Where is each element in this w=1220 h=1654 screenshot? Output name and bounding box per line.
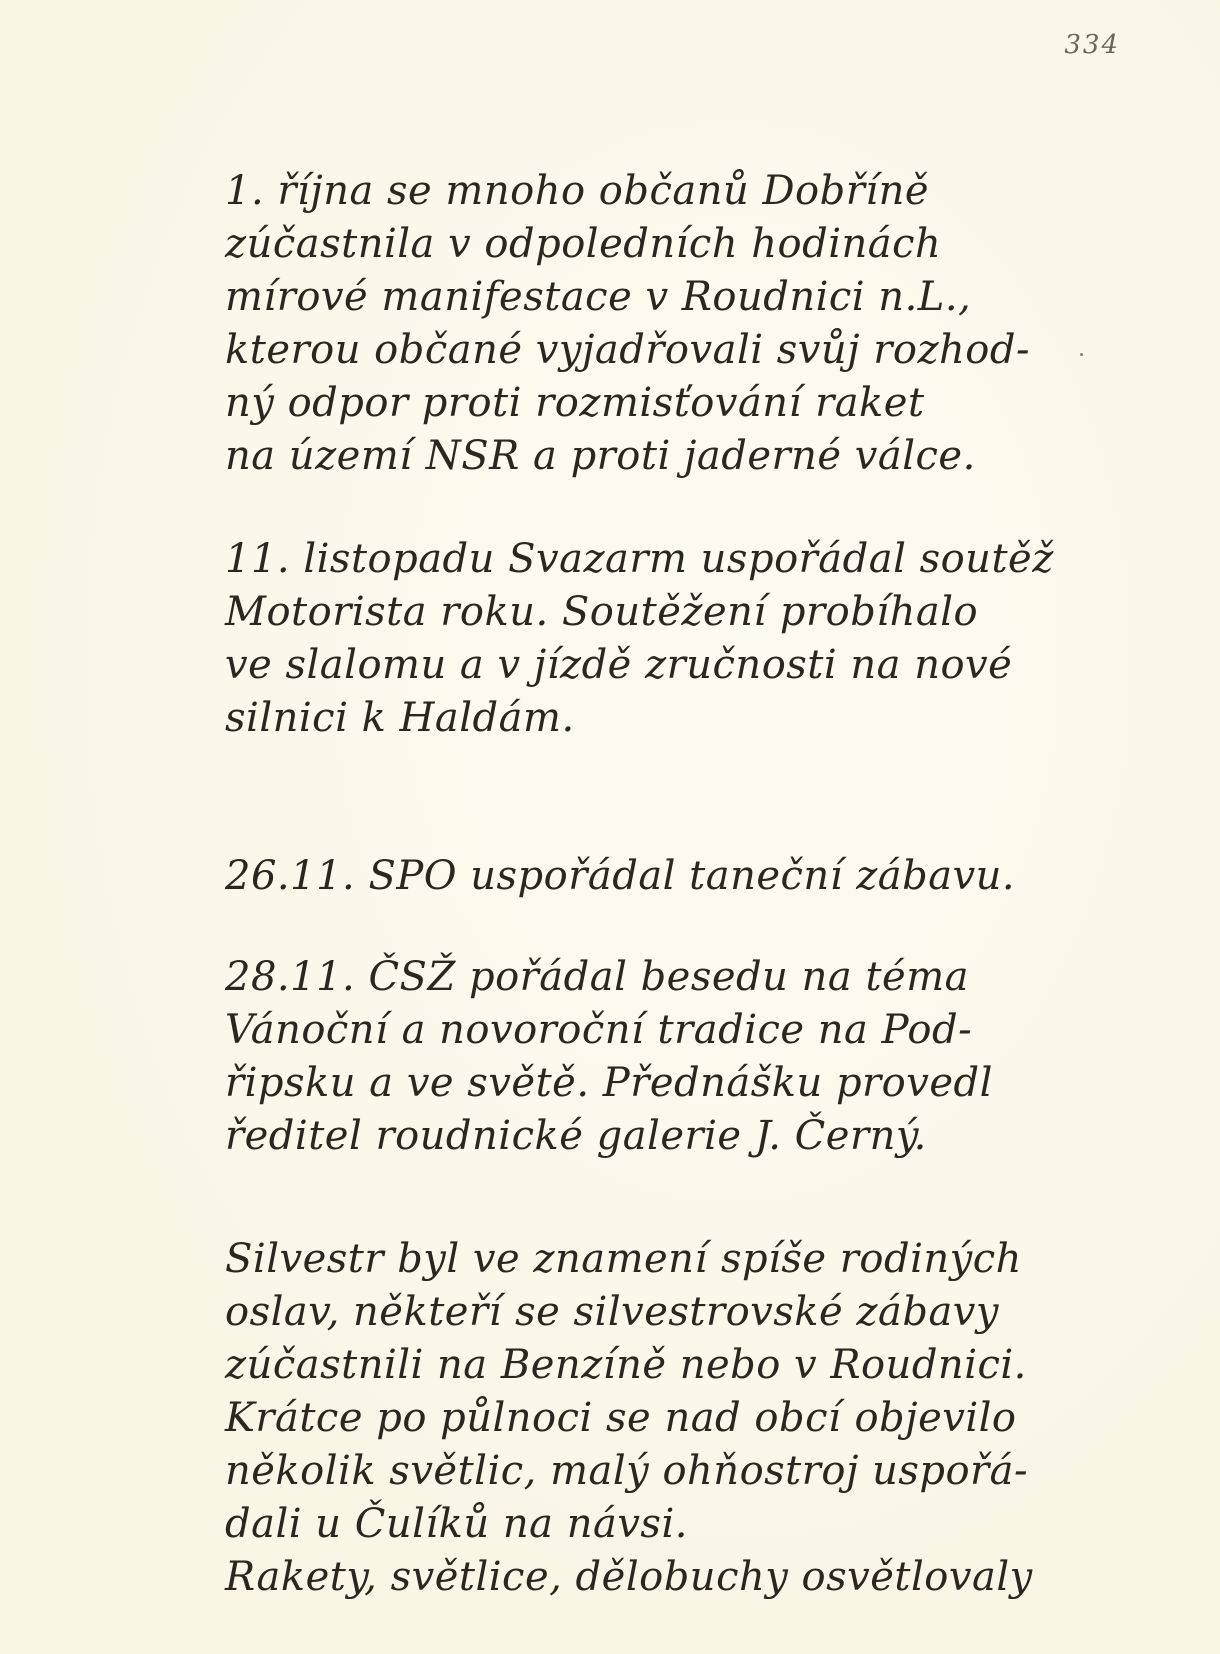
entry-line: 28.11. ČSŽ pořádal besedu na téma <box>225 954 969 1000</box>
entry-october-1 <box>225 165 1105 483</box>
entry-line: ve slalomu a v jízdě zručnosti na nové <box>225 642 1013 688</box>
chronicle-entries <box>225 165 1105 1604</box>
entry-november-26 <box>225 850 1105 903</box>
entry-silvestr <box>225 1233 1105 1604</box>
entry-line: 26.11. SPO uspořádal taneční zábavu. <box>225 853 1016 899</box>
entry-line: Motorista roku. Soutěžení probíhalo <box>225 589 979 635</box>
entry-line: 11. listopadu Svazarm uspořádal soutěž <box>225 536 1054 582</box>
entry-line: oslav, někteří se silvestrovské zábavy <box>225 1289 999 1335</box>
entry-line: Vánoční a novoroční tradice na Pod- <box>225 1007 973 1053</box>
entry-line: Krátce po půlnoci se nad obcí objevilo <box>225 1395 1017 1441</box>
entry-line: na území NSR a proti jaderné válce. <box>225 433 976 479</box>
entry-line: dali u Čulíků na návsi. <box>225 1501 688 1547</box>
entry-line: řipsku a ve světě. Přednášku provedl <box>225 1060 993 1106</box>
entry-line: kterou občané vyjadřovali svůj rozhod- <box>225 327 1030 373</box>
entry-line: ředitel roudnické galerie J. Černý. <box>225 1113 927 1159</box>
entry-line: několik světlic, malý ohňostroj uspořá- <box>225 1448 1029 1494</box>
entry-november-28 <box>225 951 1105 1163</box>
entry-line: Rakety, světlice, dělobuchy osvětlovaly <box>225 1554 1033 1600</box>
entry-line: zúčastnili na Benzíně nebo v Roudnici. <box>225 1342 1027 1388</box>
entry-line: Silvestr byl ve znamení spíše rodiných <box>225 1236 1022 1282</box>
page-number: 334 <box>1064 30 1120 60</box>
entry-line: zúčastnila v odpoledních hodinách <box>225 221 942 267</box>
entry-november-11 <box>225 533 1105 745</box>
entry-line: silnici k Haldám. <box>225 695 575 741</box>
entry-line: mírové manifestace v Roudnici n.L., <box>225 274 972 320</box>
entry-line: ný odpor proti rozmisťování raket <box>225 380 925 426</box>
entry-line: 1. října se mnoho občanů Dobříně <box>225 168 930 214</box>
